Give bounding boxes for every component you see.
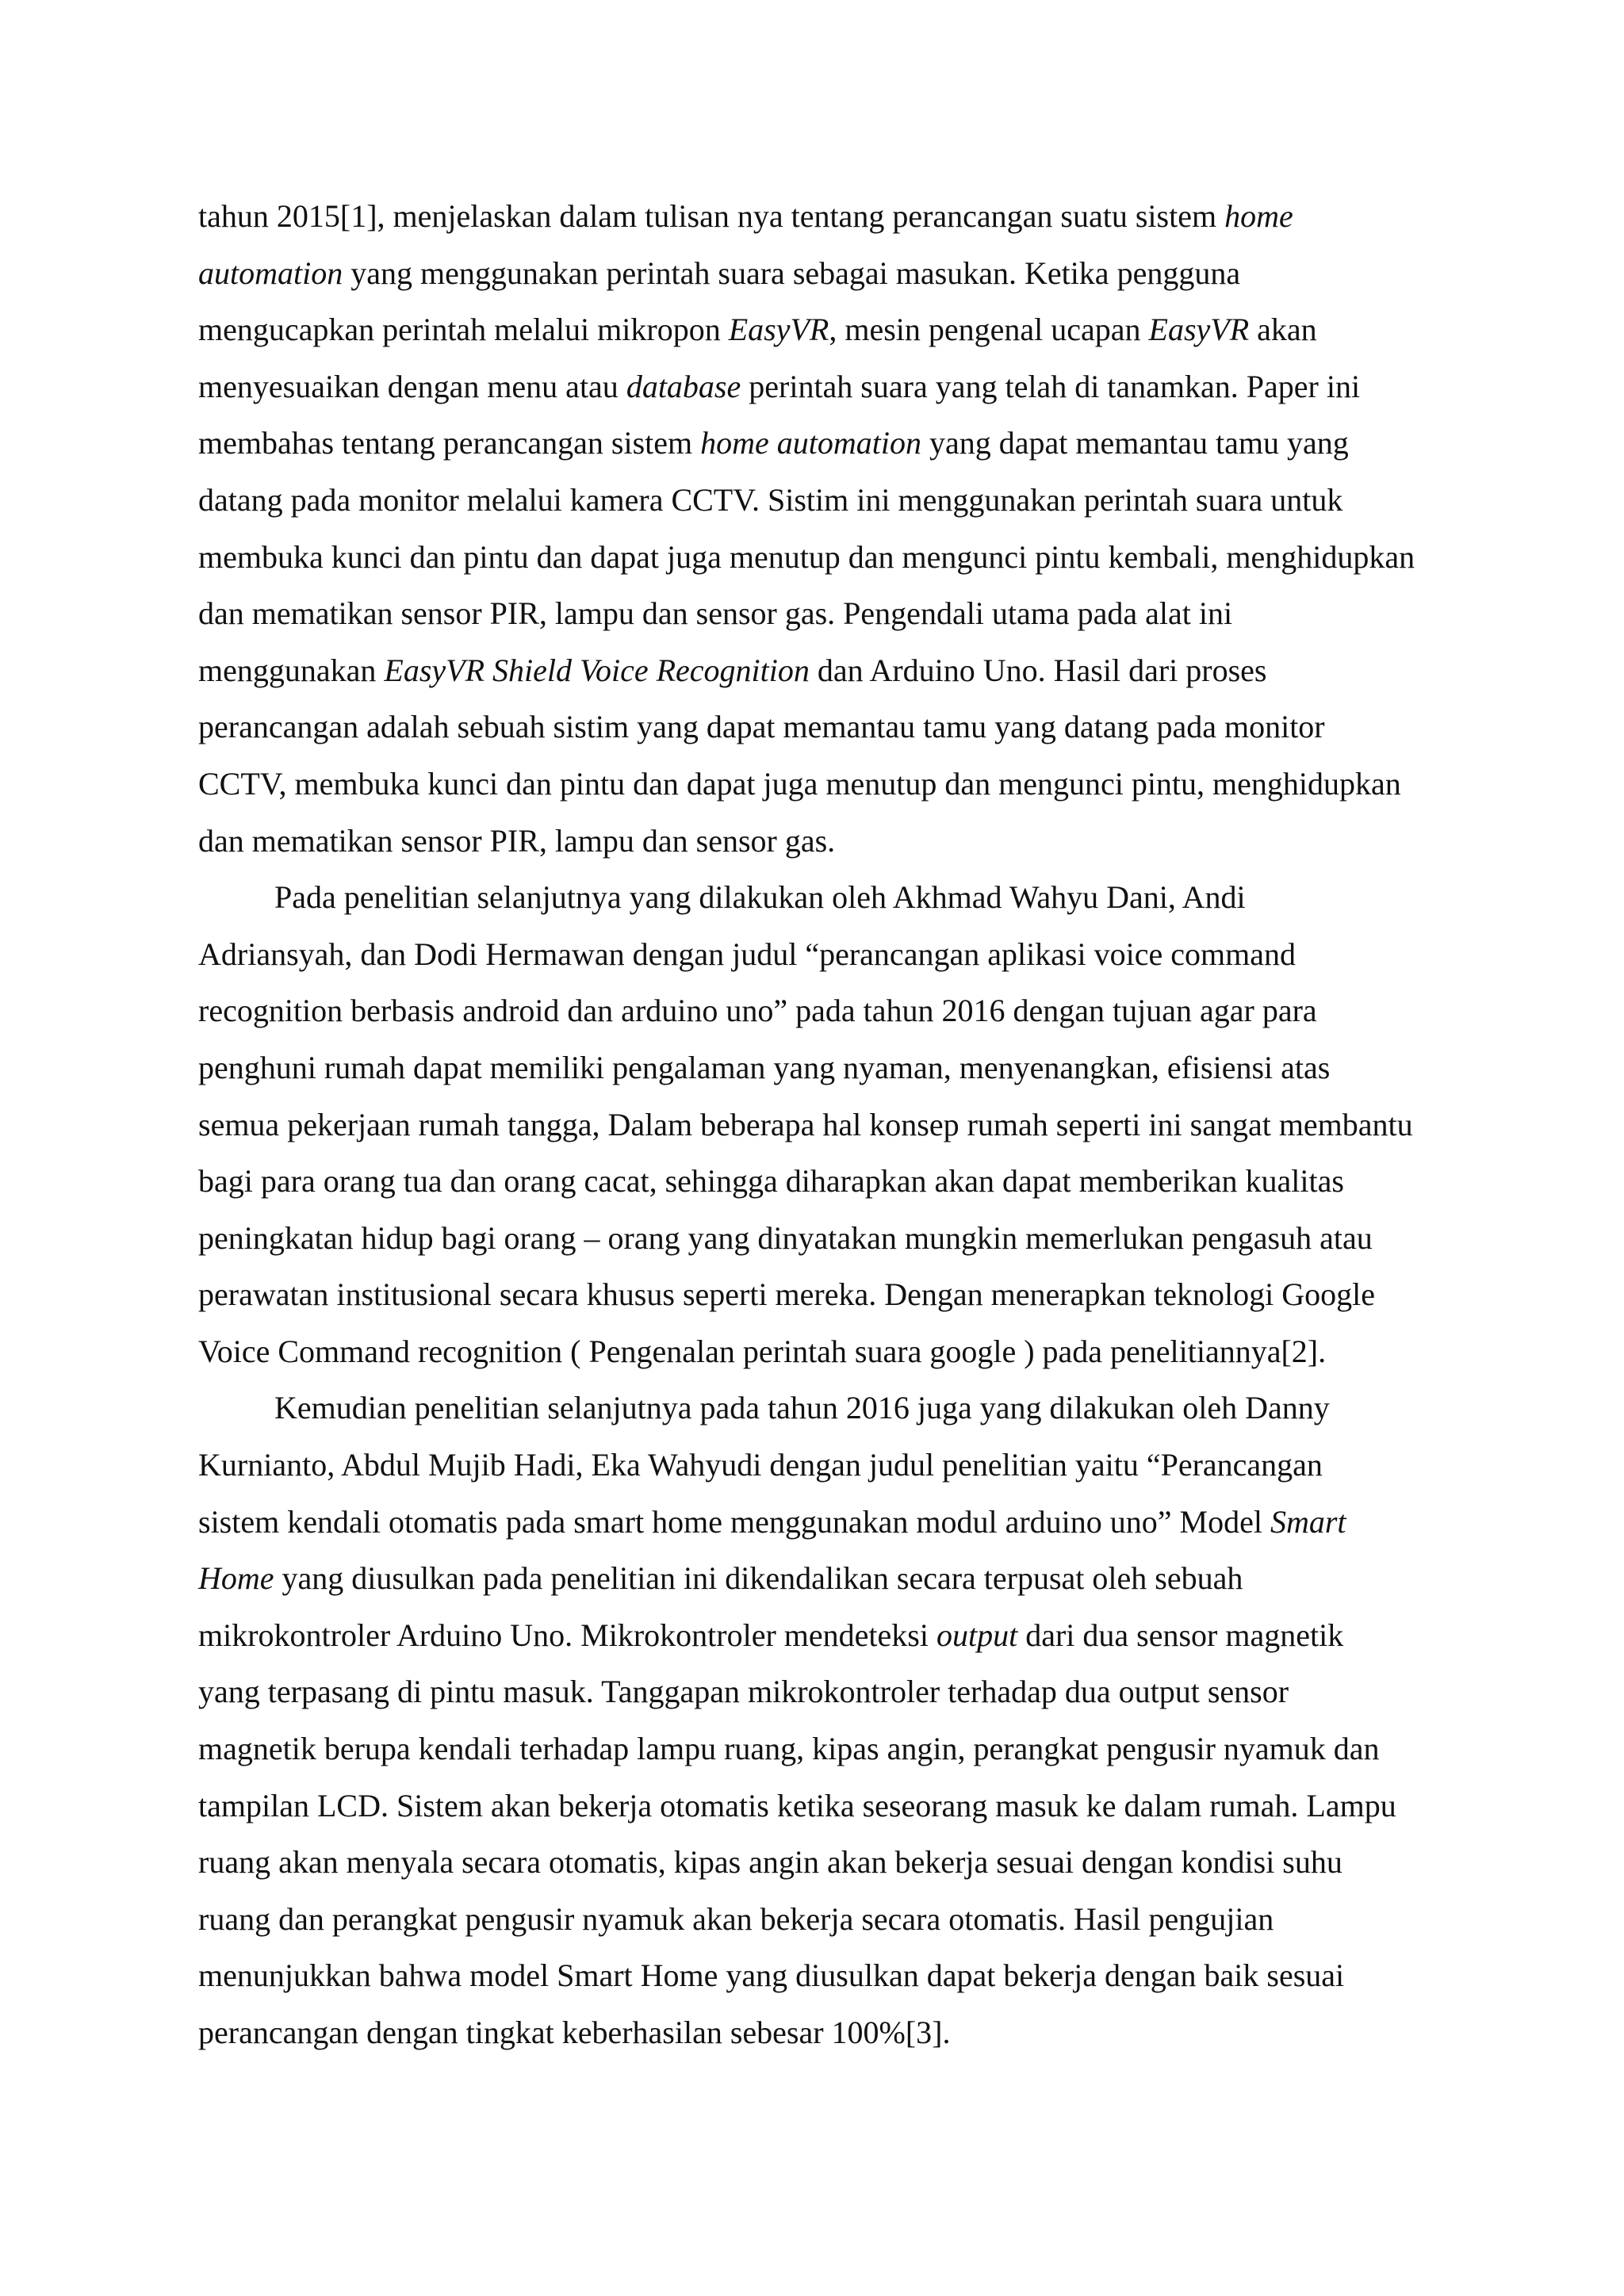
text-segment: perancangan dengan tingkat keberhasilan sebesar 100%[3]. [198, 2015, 951, 2050]
italic-text: home automation [700, 425, 921, 461]
text-segment: perancangan adalah sebuah sistim yang dapat memantau tamu yang datang pada monitor [198, 709, 1325, 745]
text-line [198, 756, 1437, 813]
text-segment: , mesin pengenal ucapan [829, 312, 1149, 348]
text-segment: dan mematikan sensor PIR, lampu dan sensor gas. Pengendali utama pada alat ini [198, 595, 1233, 632]
text-segment: CCTV, membuka kunci dan pintu dan dapat juga menutup dan mengunci pintu, menghidupkan [198, 765, 1401, 802]
text-line [198, 698, 1437, 756]
text-segment: bagi para orang tua dan orang cacat, sehingga diharapkan akan dapat memberikan kualitas [198, 1163, 1344, 1200]
text-line [198, 1607, 1437, 1664]
text-line [198, 1494, 1437, 1551]
text-segment: dan Arduino Uno. Hasil dari proses [809, 652, 1267, 688]
text-segment: datang pada monitor melalui kamera CCTV. Sistim ini menggunakan perintah suara untuk [198, 481, 1343, 518]
text-line [198, 529, 1437, 586]
text-line [198, 1891, 1437, 1948]
text-line [198, 813, 1437, 870]
text-segment: mikrokontroler Arduino Uno. Mikrokontroler mendeteksi [198, 1617, 936, 1653]
text-segment: Pada penelitian selanjutnya yang dilakukan oleh Akhmad Wahyu Dani, Andi [274, 879, 1246, 916]
text-line [198, 926, 1437, 983]
text-line [198, 982, 1437, 1039]
text-line [198, 1039, 1437, 1096]
text-segment: recognition berbasis android dan arduino uno” pada tahun 2016 dengan tujuan agar para [198, 993, 1317, 1029]
text-line [198, 1153, 1437, 1210]
text-segment: tahun 2015[1], menjelaskan dalam tulisan nya tentang perancangan suatu sistem [198, 198, 1225, 234]
text-segment: perawatan institusional secara khusus seperti mereka. Dengan menerapkan teknologi Google [198, 1276, 1375, 1313]
text-line [198, 1947, 1437, 2004]
text-line [198, 188, 1437, 245]
text-segment: magnetik berupa kendali terhadap lampu ruang, kipas angin, perangkat pengusir nyamuk dan [198, 1731, 1380, 1767]
text-segment: peningkatan hidup bagi orang – orang yang dinyatakan mungkin memerlukan pengasuh atau [198, 1219, 1373, 1256]
text-line [198, 642, 1437, 699]
italic-text: home [1224, 198, 1293, 234]
paragraph-2 [198, 869, 1437, 1380]
document-body [198, 188, 1437, 2061]
italic-text: output [936, 1617, 1018, 1653]
text-segment: yang dapat memantau tamu yang [921, 425, 1349, 461]
text-line [198, 1096, 1437, 1154]
italic-text: EasyVR [728, 312, 829, 348]
text-line [198, 1834, 1437, 1891]
text-segment: membahas tentang perancangan sistem [198, 425, 701, 461]
italic-text: database [626, 368, 741, 404]
italic-text: Smart [1270, 1503, 1346, 1540]
text-segment: menyesuaikan dengan menu atau [198, 368, 626, 404]
text-segment: ruang akan menyala secara otomatis, kipas angin akan bekerja sesuai dengan kondisi suhu [198, 1844, 1342, 1881]
text-segment: membuka kunci dan pintu dan dapat juga menutup dan mengunci pintu kembali, menghidupkan [198, 538, 1415, 575]
text-segment: yang diusulkan pada penelitian ini dikendalikan secara terpusat oleh sebuah [274, 1560, 1243, 1597]
text-line [198, 1550, 1437, 1607]
text-line [198, 585, 1437, 642]
text-line [198, 472, 1437, 529]
text-line [198, 1210, 1437, 1267]
text-line [198, 1266, 1437, 1323]
text-line [198, 1720, 1437, 1777]
text-line [198, 1777, 1437, 1835]
text-segment: semua pekerjaan rumah tangga, Dalam beberapa hal konsep rumah seperti ini sangat membantu [198, 1106, 1413, 1142]
text-segment: sistem kendali otomatis pada smart home menggunakan modul arduino uno” Model [198, 1503, 1270, 1540]
text-line [198, 1323, 1437, 1380]
text-segment: mengucapkan perintah melalui mikropon [198, 312, 729, 348]
text-line [198, 1437, 1437, 1494]
italic-text: Home [198, 1560, 274, 1597]
text-segment: Kurnianto, Abdul Mujib Hadi, Eka Wahyudi dengan judul penelitian yaitu “Perancangan [198, 1447, 1323, 1483]
text-segment: Adriansyah, dan Dodi Hermawan dengan judul “perancangan aplikasi voice command [198, 936, 1296, 972]
text-line [198, 869, 1437, 926]
text-segment: dari dua sensor magnetik [1017, 1617, 1344, 1653]
text-line [198, 245, 1437, 302]
text-segment: Kemudian penelitian selanjutnya pada tahun 2016 juga yang dilakukan oleh Danny [274, 1390, 1330, 1426]
italic-text: automation [198, 254, 343, 291]
text-line [198, 415, 1437, 472]
text-segment: perintah suara yang telah di tanamkan. Paper ini [741, 368, 1361, 404]
text-segment: ruang dan perangkat pengusir nyamuk akan bekerja secara otomatis. Hasil pengujian [198, 1900, 1274, 1937]
text-segment: dan mematikan sensor PIR, lampu dan sensor gas. [198, 822, 836, 859]
text-segment: yang menggunakan perintah suara sebagai masukan. Ketika pengguna [343, 254, 1241, 291]
text-segment: menggunakan [198, 652, 385, 688]
text-segment: penghuni rumah dapat memiliki pengalaman yang nyaman, menyenangkan, efisiensi atas [198, 1049, 1331, 1085]
text-line [198, 1380, 1437, 1437]
text-segment: Voice Command recognition ( Pengenalan perintah suara google ) pada penelitiannya[2]. [198, 1333, 1327, 1369]
text-line [198, 2004, 1437, 2061]
text-line [198, 301, 1437, 358]
text-segment: akan [1249, 312, 1317, 348]
text-line [198, 358, 1437, 415]
text-segment: tampilan LCD. Sistem akan bekerja otomatis ketika seseorang masuk ke dalam rumah. Lampu [198, 1787, 1396, 1823]
text-line [198, 1663, 1437, 1720]
text-segment: menunjukkan bahwa model Smart Home yang diusulkan dapat bekerja dengan baik sesuai [198, 1957, 1345, 1994]
paragraph-1 [198, 188, 1437, 869]
text-segment: yang terpasang di pintu masuk. Tanggapan mikrokontroler terhadap dua output sensor [198, 1674, 1289, 1710]
italic-text: EasyVR [1148, 312, 1250, 348]
paragraph-3 [198, 1380, 1437, 2061]
italic-text: EasyVR Shield Voice Recognition [384, 652, 810, 688]
